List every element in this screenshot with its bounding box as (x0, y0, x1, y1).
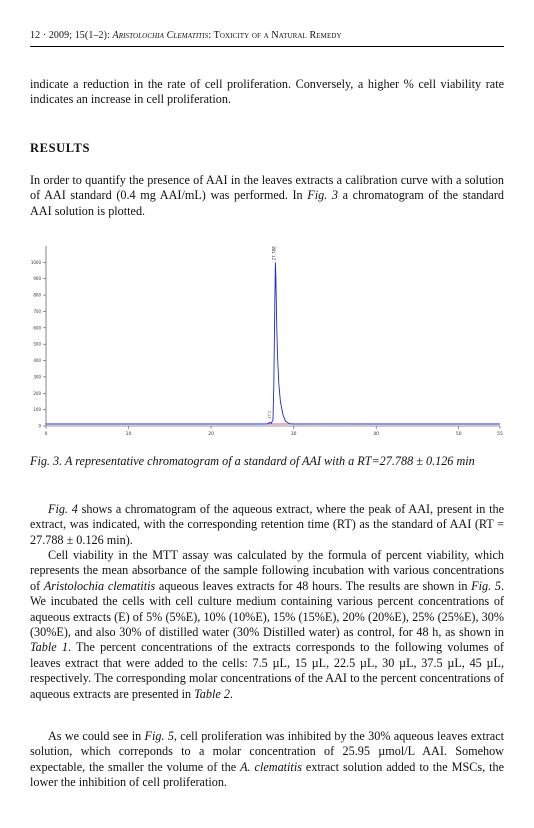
header-title-rest: : Toxicity of a Natural Remedy (208, 30, 342, 41)
y-tick-label: 200 (33, 390, 41, 396)
body-p2-text-b: aqueous leaves extracts for 48 hours. The results are shown in (155, 578, 472, 593)
header-prefix: 12 · 2009; 15(1–2): (30, 30, 113, 41)
y-tick-label: 300 (33, 374, 41, 380)
fig5-reference: Fig. 5 (471, 578, 501, 593)
x-tick-label: 55 (497, 432, 503, 437)
y-tick-label: 100 (33, 407, 41, 413)
chromatogram-figure (30, 236, 504, 442)
body-p3-text-a: As we could see in (48, 729, 145, 743)
header-rule (30, 46, 504, 47)
y-tick-label: 700 (33, 308, 41, 314)
body-p3-text-c: extract solution added to the MSCs, the lower the inhibition of cell proliferation. (30, 759, 504, 790)
results-p1-text-a: In order to quantify the presence of AAI in the leaves extracts a calibration curve with a solution of AAI standard (0.4 mg AAI/mL) was performed. In (30, 173, 504, 203)
body-paragraph-3 (30, 729, 504, 791)
peak-label: 27.788 (271, 246, 277, 261)
y-tick-label: 1000 (30, 259, 41, 265)
body-p2-text-c: . We incubated the cells with cell culture medium containing various percent concentrations of aqueous extracts (E) of 5% (5%E), 10% (10%E), 15% (15%E), 20% (20%E), 25% (25%E), 30% (30%E), and also 30% of distilled water (30% Distilled water) as control, for 48 h, as shown in (30, 578, 504, 640)
figure-3-caption: Fig. 3. A representative chromatogram of a standard of AAI with a RT=27.788 ± 0.126 min (30, 454, 475, 468)
x-tick-label: 30 (290, 432, 297, 437)
fig3-reference: Fig. 3 (307, 188, 338, 203)
results-heading: RESULTS (30, 141, 91, 155)
x-tick-label: 20 (208, 432, 214, 437)
species-name: Aristolochia clematitis (43, 578, 156, 593)
body-p3-text-b: , cell proliferation was inhibited by the 30% aqueous leaves extract solution, which correponds to a molar concentration of 25.95 µmol/L AAI. Somehow expectable, the smaller the volume of the (30, 729, 504, 774)
x-tick-label: 10 (125, 432, 132, 437)
y-tick-label: 400 (33, 358, 41, 364)
results-paragraph-1 (30, 173, 504, 219)
fig5-reference-2: Fig. 5 (144, 729, 174, 743)
chromatogram-trace (46, 262, 500, 424)
body-paragraph-2 (30, 548, 504, 702)
table2-reference: Table 2 (194, 686, 230, 701)
running-header (30, 30, 342, 41)
x-tick-label: 0 (44, 432, 48, 437)
fig4-reference: Fig. 4 (48, 502, 78, 516)
body-p2-text-d: . The percent concentrations of the extracts corresponds to the following volumes of leaves extract that were added to the cells: 7.5 µL, 15 µL, 22.5 µL, 30 µL, 37.5 µL, 45 µL, respectively. The corresponding molar concentrations of the AAI to the percent concentrations of aqueous extracts are presented in (30, 640, 504, 701)
y-tick-label: 900 (33, 276, 41, 282)
results-p1-text-b: a chromatogram of the standard AAI solution is plotted. (30, 188, 504, 218)
x-tick-label: 50 (455, 432, 462, 437)
body-paragraph-1 (30, 502, 504, 548)
x-tick-label: 40 (373, 432, 380, 437)
body-p2-text-e: . (229, 686, 233, 701)
body-p1-text: shows a chromatogram of the aqueous extract, where the peak of AAI, present in the extract, was indicated, with the corresponding retention time (RT) as the standard of AAI (RT = 27.788 ± 0.126 min). (30, 502, 504, 547)
y-tick-label: 600 (33, 325, 41, 331)
y-tick-label: 800 (33, 292, 41, 298)
intro-paragraph: indicate a reduction in the rate of cell proliferation. Conversely, a higher % cell viability rate indicates an increase in cell proliferation. (30, 77, 504, 107)
body-p2-text-a: Cell viability in the MTT assay was calculated by the formula of percent viability, which represents the mean absorbance of the sample following incubation with various concentrations of (30, 548, 504, 593)
species-abbrev: A. clematitis (240, 759, 302, 774)
y-tick-label: 0 (38, 423, 41, 429)
y-tick-label: 500 (33, 341, 41, 347)
minor-peak-label: 27.2 (267, 410, 272, 419)
table1-reference: Table 1 (30, 640, 68, 655)
header-title-italic: Aristolochia Clematitis (112, 30, 209, 41)
